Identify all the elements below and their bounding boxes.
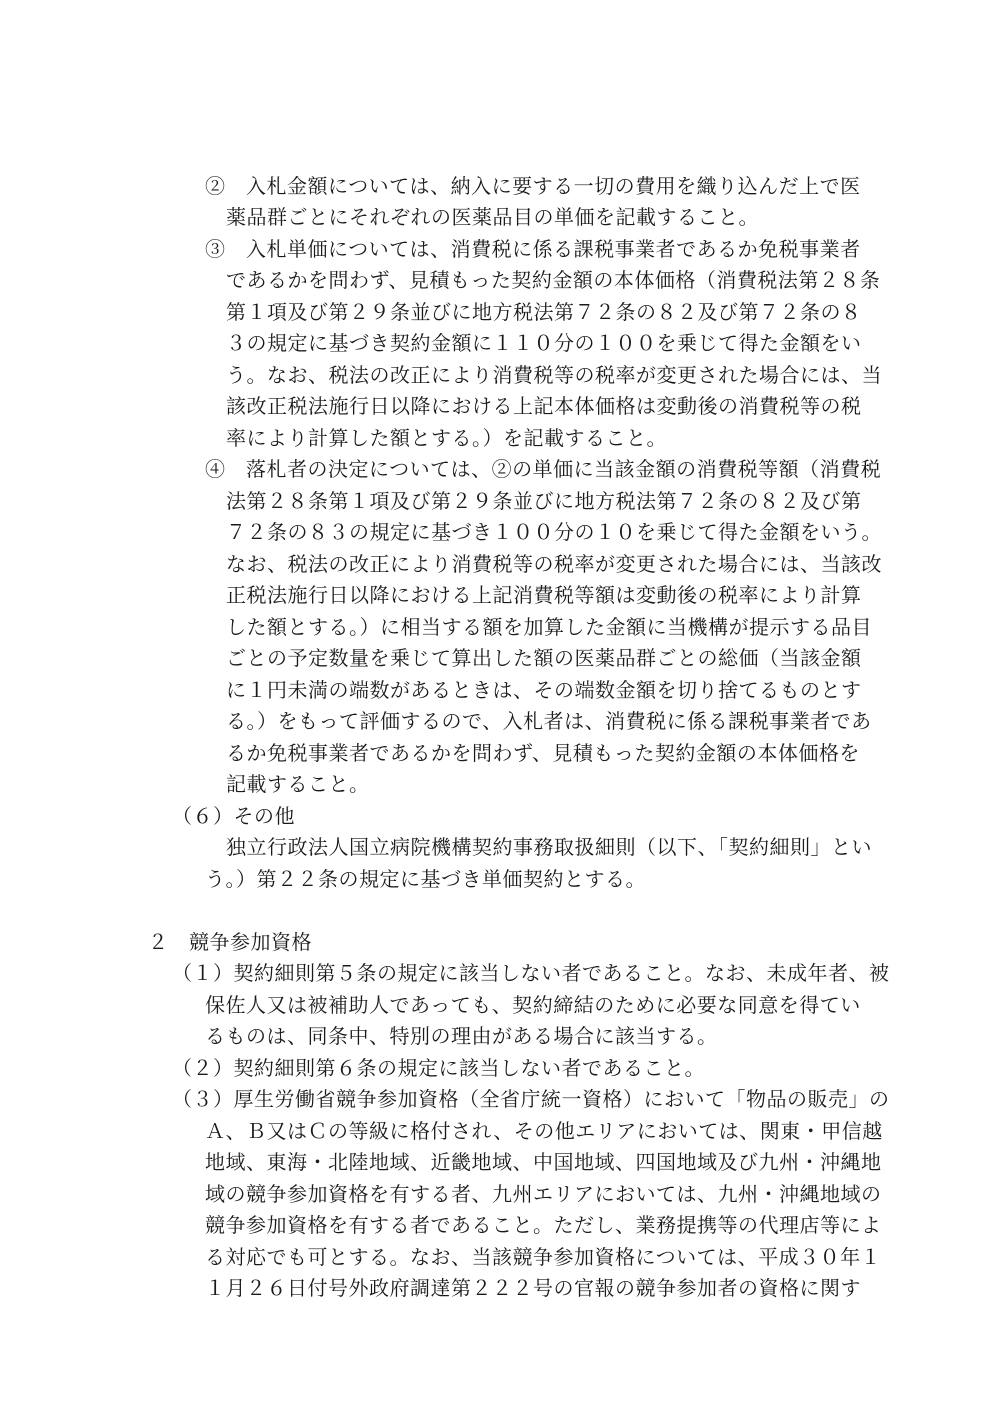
item-4-line-3: ７２条の８３の規定に基づき１００分の１０を乗じて得た金額をいう。 — [226, 520, 882, 544]
section-2-sub-3-line-3: 地域、東海・北陸地域、近畿地域、中国地域、四国地域及び九州・沖縄地 — [205, 1150, 882, 1174]
item-3-line-2: であるかを問わず、見積もった契約金額の本体価格（消費税法第２８条 — [226, 268, 881, 292]
item-3-line-7: 率により計算した額とする。）を記載すること。 — [226, 426, 667, 450]
section-6-line-2: う。）第２２条の規定に基づき単価契約とする。 — [205, 867, 646, 891]
item-4-line-10: るか免税事業者であるかを問わず、見積もった契約金額の本体価格を — [226, 741, 860, 765]
item-4-line-11: 記載すること。 — [226, 772, 370, 796]
item-2-line-1: ② 入札金額については、納入に要する一切の費用を織り込んだ上で医 — [205, 174, 861, 198]
item-3-line-1: ③ 入札単価については、消費税に係る課税事業者であるか免税事業者 — [205, 237, 861, 261]
item-3-line-3: 第１項及び第２９条並びに地方税法第７２条の８２及び第７２条の８ — [226, 300, 862, 324]
item-4-line-8: に１円未満の端数があるときは、その端数金額を切り捨てるものとす — [226, 678, 862, 702]
item-4-line-9: る。）をもって評価するので、入札者は、消費税に係る課税事業者であ — [226, 709, 872, 733]
item-4-line-5: 正税法施行日以降における上記消費税等額は変動後の税率により計算 — [226, 583, 862, 607]
item-4-line-7: ごとの予定数量を乗じて算出した額の医薬品群ごとの総価（当該金額 — [226, 646, 862, 670]
section-6-line-1: 独立行政法人国立病院機構契約事務取扱細則（以下、「契約細則」とい — [226, 835, 872, 859]
item-3-line-5: う。なお、税法の改正により消費税等の税率が変更された場合には、当 — [226, 363, 882, 387]
item-4-line-6: した額とする。）に相当する額を加算した金額に当機構が提示する品目 — [226, 615, 872, 639]
section-2-sub-3-line-1: （３）厚生労働省競争参加資格（全省庁統一資格）において「物品の販売」の — [172, 1087, 890, 1111]
item-4-line-1: ④ 落札者の決定については、②の単価に当該金額の消費税等額（消費税 — [205, 457, 882, 481]
item-3-line-4: ３の規定に基づき契約金額に１１０分の１００を乗じて得た金額をい — [226, 331, 862, 355]
section-2-sub-1-line-2: 保佐人又は被補助人であっても、契約締結のために必要な同意を得てい — [205, 993, 861, 1017]
section-2-sub-3-line-2: Ａ、Ｂ又はＣの等級に格付され、その他エリアにおいては、関東・甲信越 — [205, 1119, 883, 1143]
section-2-sub-2-line-1: （２）契約細則第６条の規定に該当しない者であること。 — [172, 1056, 705, 1080]
section-2-sub-3-line-6: る対応でも可とする。なお、当該競争参加資格については、平成３０年１ — [205, 1245, 882, 1269]
item-2-line-2: 薬品群ごとにそれぞれの医薬品目の単価を記載すること。 — [226, 205, 759, 229]
section-2-sub-3-line-7: １月２６日付号外政府調達第２２２号の官報の競争参加者の資格に関す — [205, 1276, 861, 1300]
section-2-sub-3-line-4: 域の競争参加資格を有する者、九州エリアにおいては、九州・沖縄地域の — [205, 1182, 882, 1206]
section-6-heading: （６）その他 — [172, 804, 295, 828]
section-2-sub-1-line-3: るものは、同条中、特別の理由がある場合に該当する。 — [205, 1024, 718, 1048]
item-4-line-2: 法第２８条第１項及び第２９条並びに地方税法第７２条の８２及び第 — [226, 489, 862, 513]
section-2-heading: ２ 競争参加資格 — [148, 930, 312, 954]
item-4-line-4: なお、税法の改正により消費税等の税率が変更された場合には、当該改 — [226, 552, 882, 576]
section-2-sub-3-line-5: 競争参加資格を有する者であること。ただし、業務提携等の代理店等によ — [205, 1213, 882, 1237]
item-3-line-6: 該改正税法施行日以降における上記本体価格は変動後の消費税等の税 — [226, 394, 862, 418]
section-2-sub-1-line-1: （１）契約細則第５条の規定に該当しない者であること。なお、未成年者、被 — [172, 961, 890, 985]
